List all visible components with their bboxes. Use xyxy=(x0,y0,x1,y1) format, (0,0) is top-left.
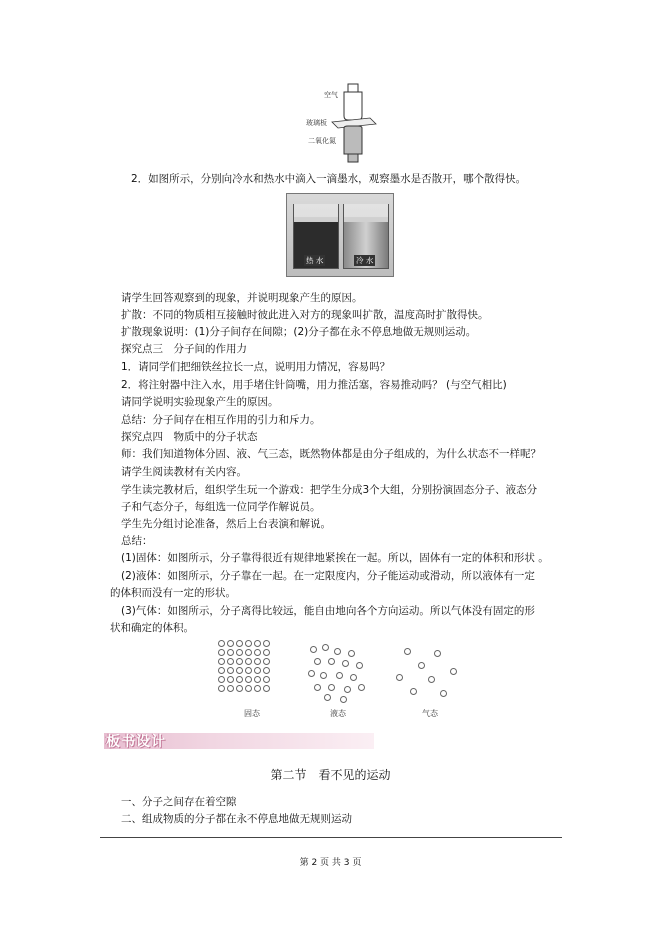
beaker-photo xyxy=(286,193,394,277)
molecule xyxy=(308,670,315,677)
molecule xyxy=(404,648,411,655)
molecule xyxy=(336,672,343,679)
molecule-states-figure xyxy=(218,640,458,720)
text-line-6: 2．将注射器中注入水，用手堵住针筒嘴，用力推活塞，容易推动吗？ (与空气相比) xyxy=(121,379,507,391)
molecule xyxy=(218,658,225,665)
molecule xyxy=(245,685,252,692)
molecule xyxy=(340,696,347,703)
text-line-5: 1．请同学们把细铁丝拉长一点，说明用力情况，容易吗？ xyxy=(121,361,391,373)
text-line-14: 学生先分组讨论准备，然后上台表演和解说。 xyxy=(121,518,331,530)
label-no2: 二氧化氮 xyxy=(308,137,336,145)
molecule xyxy=(227,640,234,647)
molecule xyxy=(245,640,252,647)
molecule xyxy=(236,667,243,674)
molecule xyxy=(227,658,234,665)
molecule xyxy=(440,690,447,697)
molecule xyxy=(254,667,261,674)
molecule xyxy=(450,668,457,675)
molecule xyxy=(218,676,225,683)
section-title: 第二节 看不见的运动 xyxy=(270,768,391,782)
molecule xyxy=(236,685,243,692)
molecule xyxy=(322,644,329,651)
molecule xyxy=(410,688,417,695)
molecule xyxy=(434,650,441,657)
text-line-13: 子和气态分子，每组选一位同学作解说员。 xyxy=(121,501,321,513)
text-line-12: 学生读完教材后，组织学生玩一个游戏：把学生分成3个大组，分别扮演固态分子、液态分 xyxy=(121,484,538,496)
molecule xyxy=(245,667,252,674)
molecule xyxy=(254,640,261,647)
text-line-10: 师：我们知道物体分固、液、气三态，既然物体都是由分子组成的，为什么状态不一样呢？ xyxy=(121,448,541,460)
label-glass-plate: 玻璃板 xyxy=(306,119,327,127)
molecule xyxy=(334,648,341,655)
diffusion-apparatus-figure xyxy=(306,82,378,166)
board-item-1: 一、分子之间存在着空隙 xyxy=(121,796,237,808)
liquid-label: 液态 xyxy=(330,709,346,718)
molecule xyxy=(356,662,363,669)
text-line-2: 扩散：不同的物质相互接触时彼此进入对方的现象叫扩散，温度高时扩散得快。 xyxy=(121,309,489,321)
molecule xyxy=(263,649,270,656)
molecule xyxy=(263,640,270,647)
text-line-17: (2)液体：如图所示，分子靠在一起。在一定限度内，分子能运动或滑动，所以液体有一定 xyxy=(121,570,535,582)
board-item-2: 二、组成物质的分子都在永不停息地做无规则运动 xyxy=(121,813,352,825)
molecule xyxy=(263,685,270,692)
text-line-16: (1)固体：如图所示，分子靠得很近有规律地紧挨在一起。所以，固体有一定的体积和形状 。 xyxy=(121,552,549,564)
molecule xyxy=(245,649,252,656)
molecule xyxy=(227,649,234,656)
molecule xyxy=(263,667,270,674)
hot-water-label: 热 水 xyxy=(306,256,324,265)
text-line-18: 的体积而没有一定的形状。 xyxy=(110,587,236,599)
molecule xyxy=(320,672,327,679)
molecule xyxy=(227,685,234,692)
molecule xyxy=(358,684,365,691)
molecule xyxy=(428,676,435,683)
question-2: 2．如图所示，分别向冷水和热水中滴入一滴墨水，观察墨水是否散开，哪个散得快。 xyxy=(131,173,527,185)
molecule xyxy=(314,684,321,691)
molecule xyxy=(245,658,252,665)
molecule xyxy=(418,662,425,669)
molecule xyxy=(218,640,225,647)
molecule xyxy=(350,674,357,681)
molecule xyxy=(254,658,261,665)
page-footer: 第 2 页 共 3 页 xyxy=(299,858,362,868)
molecule xyxy=(344,686,351,693)
molecule xyxy=(218,667,225,674)
liquid-molecules xyxy=(306,644,370,700)
label-air: 空气 xyxy=(324,91,338,99)
molecule xyxy=(254,685,261,692)
text-line-3: 扩散现象说明：(1)分子间存在间隙；(2)分子都在永不停息地做无规则运动。 xyxy=(121,326,477,338)
molecule xyxy=(348,650,355,657)
molecule xyxy=(328,658,335,665)
text-line-7: 请同学说明实验现象产生的原因。 xyxy=(121,396,279,408)
molecule xyxy=(236,649,243,656)
molecule xyxy=(218,649,225,656)
molecule xyxy=(324,694,331,701)
footer-rule xyxy=(100,837,562,838)
molecule xyxy=(227,667,234,674)
cold-water-label: 冷 水 xyxy=(356,256,374,265)
text-line-9: 探究点四 物质中的分子状态 xyxy=(121,431,258,443)
text-line-8: 总结：分子间存在相互作用的引力和斥力。 xyxy=(121,414,321,426)
molecule xyxy=(314,658,321,665)
text-line-11: 请学生阅读教材有关内容。 xyxy=(121,466,247,478)
text-line-15: 总结： xyxy=(121,535,153,547)
molecule xyxy=(342,660,349,667)
text-line-19: (3)气体：如图所示，分子离得比较远，能自由地向各个方向运动。所以气体没有固定的形 xyxy=(121,605,535,617)
gas-molecules xyxy=(394,644,458,700)
hot-water-beaker xyxy=(293,204,339,269)
text-line-20: 状和确定的体积。 xyxy=(110,622,194,634)
text-line-4: 探究点三 分子间的作用力 xyxy=(121,343,247,355)
cold-water-beaker xyxy=(343,204,389,269)
molecule xyxy=(236,676,243,683)
molecule xyxy=(218,685,225,692)
molecule xyxy=(328,684,335,691)
molecule xyxy=(254,676,261,683)
solid-molecules xyxy=(218,640,278,700)
text-line-1: 请学生回答观察到的现象，并说明现象产生的原因。 xyxy=(121,292,363,304)
gas-label: 气态 xyxy=(422,709,438,718)
molecule xyxy=(263,676,270,683)
molecule xyxy=(227,676,234,683)
molecule xyxy=(254,649,261,656)
molecule xyxy=(263,658,270,665)
molecule xyxy=(245,676,252,683)
board-design-banner: 板书设计 xyxy=(106,734,166,750)
solid-label: 固态 xyxy=(244,709,260,718)
molecule xyxy=(310,646,317,653)
molecule xyxy=(236,658,243,665)
molecule xyxy=(396,674,403,681)
molecule xyxy=(236,640,243,647)
